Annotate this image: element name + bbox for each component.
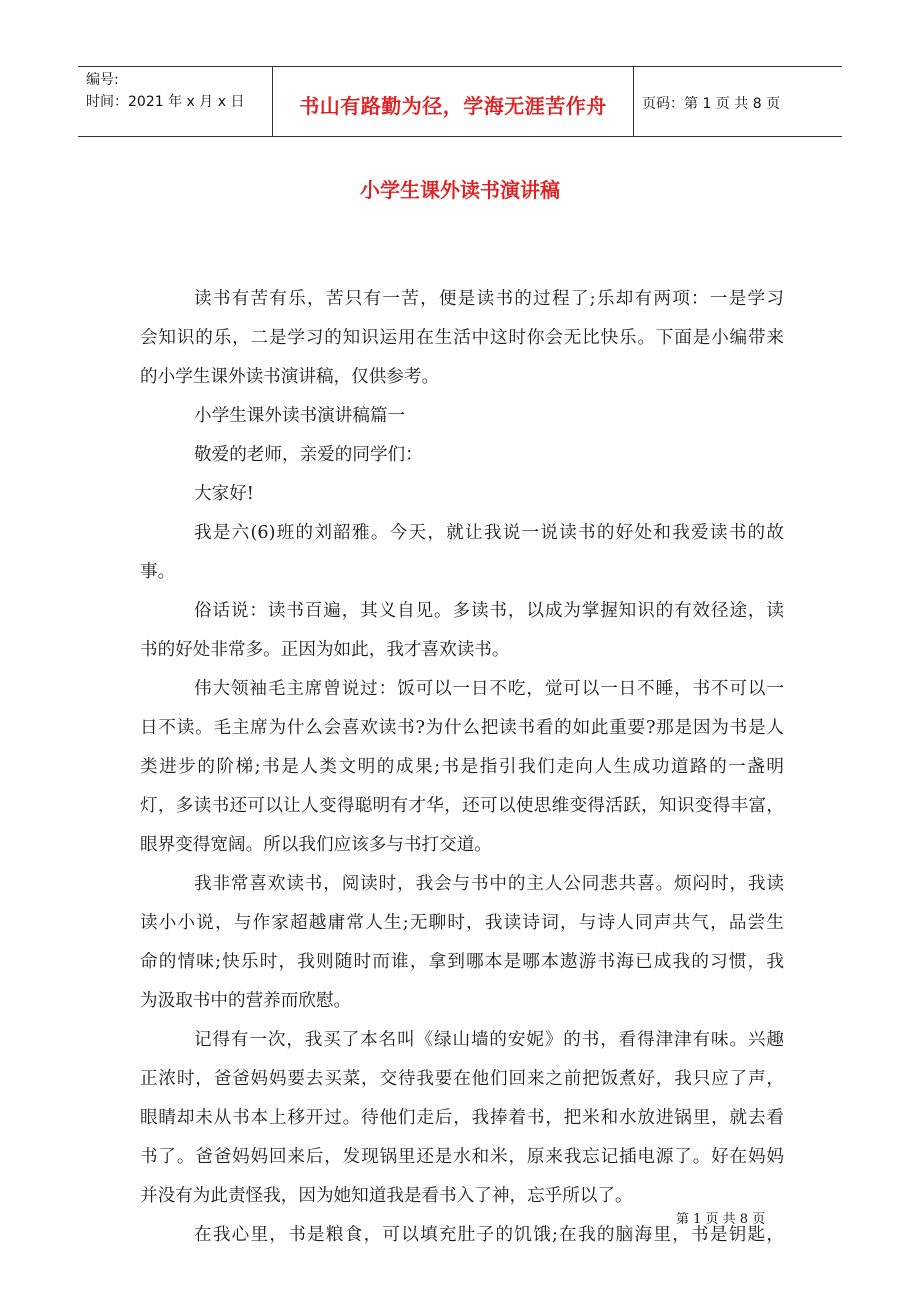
text-line: 命的情味;快乐时，我则随时而谁，拿到哪本是哪本遨游书海已成我的习惯，我 [140,952,784,972]
text-line: 为汲取书中的营养而欣慰。 [140,991,352,1011]
text-line: 并没有为此责怪我，因为她知道我是看书入了神，忘乎所以了。 [140,1186,633,1206]
text-line: 眼睛却未从书本上移开过。待他们走后，我捧着书，把米和水放进锅里，就去看 [140,1108,784,1128]
text-line: 日不读。毛主席为什么会喜欢读书?为什么把读书看的如此重要?那是因为书是人 [140,718,784,738]
text-line: 眼界变得宽阔。所以我们应该多与书打交道。 [140,835,492,855]
text-line: 类进步的阶梯;书是人类文明的成果;书是指引我们走向人生成功道路的一盏明 [140,757,784,777]
header-motto: 书山有路勤为径，学海无涯苦作舟 [299,94,607,118]
header-page-number: 页码：第 1 页 共 8 页 [642,96,781,112]
text-line: 在我心里，书是粮食，可以填充肚子的饥饿;在我的脑海里，书是钥匙， [194,1225,784,1245]
header-info-cell [78,67,273,136]
footer-page-number: 第 1 页 共 8 页 [676,1212,766,1227]
text-line: 读小小说，与作家超越庸常人生;无聊时，我读诗词，与诗人同声共气，品尝生 [140,913,784,933]
serial-number-label: 编号: [86,72,119,88]
section-heading: 小学生课外读书演讲稿篇一 [194,406,406,426]
text-line: 伟大领袖毛主席曾说过：饭可以一日不吃，觉可以一日不睡，书不可以一 [194,679,784,699]
text-line: 读书有苦有乐，苦只有一苦，便是读书的过程了;乐却有两项：一是学习 [194,289,784,309]
text-line: 正浓时，爸爸妈妈要去买菜，交待我要在他们回来之前把饭煮好，我只应了声， [140,1069,784,1089]
header-motto-cell [273,67,634,136]
text-line: 我非常喜欢读书，阅读时，我会与书中的主人公同悲共喜。烦闷时，我读 [194,874,784,894]
salutation-line: 敬爱的老师，亲爱的同学们： [194,445,423,465]
header-table [78,66,842,137]
text-line: 记得有一次，我买了本名叫《绿山墙的安妮》的书，看得津津有味。兴趣 [194,1030,784,1050]
header-page-cell [634,67,842,136]
text-line: 俗话说：读书百遍，其义自见。多读书，以成为掌握知识的有效径途，读 [194,601,784,621]
text-line: 的小学生课外读书演讲稿，仅供参考。 [140,367,440,387]
text-line: 我是六(6)班的刘韶雅。今天，就让我说一说读书的好处和我爱读书的故 [194,523,784,543]
text-line: 会知识的乐，二是学习的知识运用在生活中这时你会无比快乐。下面是小编带来 [140,328,784,348]
text-line: 书的好处非常多。正因为如此，我才喜欢读书。 [140,640,510,660]
greeting-line: 大家好! [194,484,254,504]
text-line: 事。 [140,562,176,582]
document-title: 小学生课外读书演讲稿 [360,178,560,202]
text-line: 书了。爸爸妈妈回来后，发现锅里还是水和米，原来我忘记插电源了。好在妈妈 [140,1147,784,1167]
date-label: 时间：2021 年 x 月 x 日 [86,94,245,110]
text-line: 灯，多读书还可以让人变得聪明有才华，还可以使思维变得活跃，知识变得丰富， [140,796,784,816]
